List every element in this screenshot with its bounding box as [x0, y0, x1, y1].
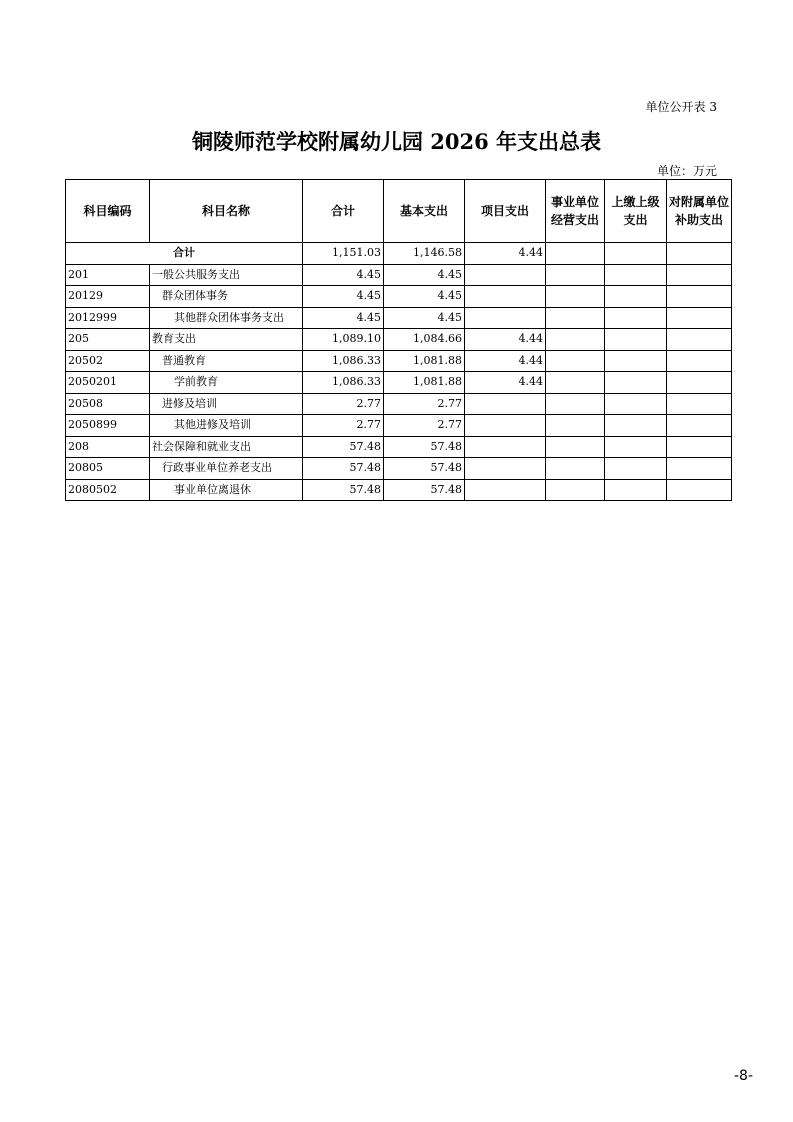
cell-subsidy [667, 264, 732, 286]
cell-total: 57.48 [303, 479, 384, 501]
cell-subsidy [667, 415, 732, 437]
cell-total: 1,086.33 [303, 350, 384, 372]
cell-name: 进修及培训 [150, 393, 303, 415]
cell-project: 4.44 [465, 329, 546, 351]
total-row [66, 243, 732, 265]
header-upper: 上缴上级支出 [605, 180, 667, 243]
cell-basic: 4.45 [384, 307, 465, 329]
table-row [66, 436, 732, 458]
cell-basic: 4.45 [384, 286, 465, 308]
cell-business [546, 264, 605, 286]
unit-label: 单位：万元 [656, 164, 717, 178]
total-subsidy [667, 243, 732, 265]
total-basic: 1,146.58 [384, 243, 465, 265]
cell-code: 2050899 [66, 415, 150, 437]
cell-business [546, 479, 605, 501]
cell-business [546, 393, 605, 415]
cell-business [546, 307, 605, 329]
cell-basic: 57.48 [384, 458, 465, 480]
cell-name: 普通教育 [150, 350, 303, 372]
table-row [66, 415, 732, 437]
cell-total: 57.48 [303, 436, 384, 458]
cell-business [546, 329, 605, 351]
cell-basic: 57.48 [384, 479, 465, 501]
cell-code: 20129 [66, 286, 150, 308]
cell-name: 社会保障和就业支出 [150, 436, 303, 458]
total-business [546, 243, 605, 265]
cell-total: 4.45 [303, 264, 384, 286]
total-total: 1,151.03 [303, 243, 384, 265]
header-subsidy: 对附属单位补助支出 [667, 180, 732, 243]
table-row [66, 286, 732, 308]
cell-subsidy [667, 329, 732, 351]
cell-basic: 1,081.88 [384, 372, 465, 394]
cell-basic: 1,084.66 [384, 329, 465, 351]
cell-business [546, 286, 605, 308]
total-label: 合计 [66, 243, 303, 265]
cell-code: 2012999 [66, 307, 150, 329]
cell-name: 学前教育 [150, 372, 303, 394]
cell-upper [605, 479, 667, 501]
total-project: 4.44 [465, 243, 546, 265]
header-total: 合计 [303, 180, 384, 243]
cell-total: 57.48 [303, 458, 384, 480]
cell-upper [605, 458, 667, 480]
cell-code: 201 [66, 264, 150, 286]
cell-basic: 1,081.88 [384, 350, 465, 372]
page-title: 铜陵师范学校附属幼儿园 2026 年支出总表 [191, 129, 602, 154]
header-name: 科目名称 [150, 180, 303, 243]
cell-subsidy [667, 479, 732, 501]
cell-total: 1,089.10 [303, 329, 384, 351]
cell-code: 205 [66, 329, 150, 351]
table-row [66, 307, 732, 329]
cell-name: 群众团体事务 [150, 286, 303, 308]
cell-subsidy [667, 458, 732, 480]
cell-upper [605, 436, 667, 458]
table-row [66, 329, 732, 351]
cell-project: 4.44 [465, 350, 546, 372]
cell-subsidy [667, 350, 732, 372]
cell-code: 2050201 [66, 372, 150, 394]
cell-basic: 2.77 [384, 393, 465, 415]
cell-upper [605, 415, 667, 437]
cell-business [546, 415, 605, 437]
cell-code: 2080502 [66, 479, 150, 501]
table-row [66, 393, 732, 415]
cell-business [546, 436, 605, 458]
header-business: 事业单位经营支出 [546, 180, 605, 243]
cell-project [465, 436, 546, 458]
cell-upper [605, 307, 667, 329]
cell-name: 教育支出 [150, 329, 303, 351]
cell-project [465, 307, 546, 329]
table-row [66, 264, 732, 286]
cell-code: 208 [66, 436, 150, 458]
cell-subsidy [667, 286, 732, 308]
page-number: -8- [733, 1068, 753, 1084]
cell-code: 20502 [66, 350, 150, 372]
cell-total: 4.45 [303, 286, 384, 308]
cell-upper [605, 286, 667, 308]
cell-upper [605, 372, 667, 394]
table-row [66, 479, 732, 501]
table-body [66, 243, 732, 501]
cell-name: 行政事业单位养老支出 [150, 458, 303, 480]
cell-total: 2.77 [303, 393, 384, 415]
cell-project: 4.44 [465, 372, 546, 394]
cell-upper [605, 264, 667, 286]
header-project: 项目支出 [465, 180, 546, 243]
cell-upper [605, 393, 667, 415]
table-row [66, 350, 732, 372]
cell-total: 2.77 [303, 415, 384, 437]
cell-business [546, 458, 605, 480]
cell-project [465, 479, 546, 501]
cell-project [465, 286, 546, 308]
cell-total: 4.45 [303, 307, 384, 329]
cell-code: 20805 [66, 458, 150, 480]
expenditure-table [65, 179, 732, 501]
table-row [66, 458, 732, 480]
header-row [66, 180, 732, 243]
cell-basic: 4.45 [384, 264, 465, 286]
total-upper [605, 243, 667, 265]
cell-business [546, 372, 605, 394]
cell-code: 20508 [66, 393, 150, 415]
cell-basic: 57.48 [384, 436, 465, 458]
cell-name: 一般公共服务支出 [150, 264, 303, 286]
header-code: 科目编码 [66, 180, 150, 243]
cell-upper [605, 329, 667, 351]
cell-project [465, 458, 546, 480]
cell-subsidy [667, 372, 732, 394]
cell-project [465, 415, 546, 437]
header-basic: 基本支出 [384, 180, 465, 243]
table-row [66, 372, 732, 394]
cell-subsidy [667, 307, 732, 329]
cell-basic: 2.77 [384, 415, 465, 437]
form-number: 单位公开表 3 [645, 100, 717, 114]
cell-name: 其他进修及培训 [150, 415, 303, 437]
cell-subsidy [667, 393, 732, 415]
cell-upper [605, 350, 667, 372]
cell-name: 其他群众团体事务支出 [150, 307, 303, 329]
cell-business [546, 350, 605, 372]
cell-project [465, 264, 546, 286]
cell-subsidy [667, 436, 732, 458]
cell-name: 事业单位离退休 [150, 479, 303, 501]
cell-total: 1,086.33 [303, 372, 384, 394]
cell-project [465, 393, 546, 415]
